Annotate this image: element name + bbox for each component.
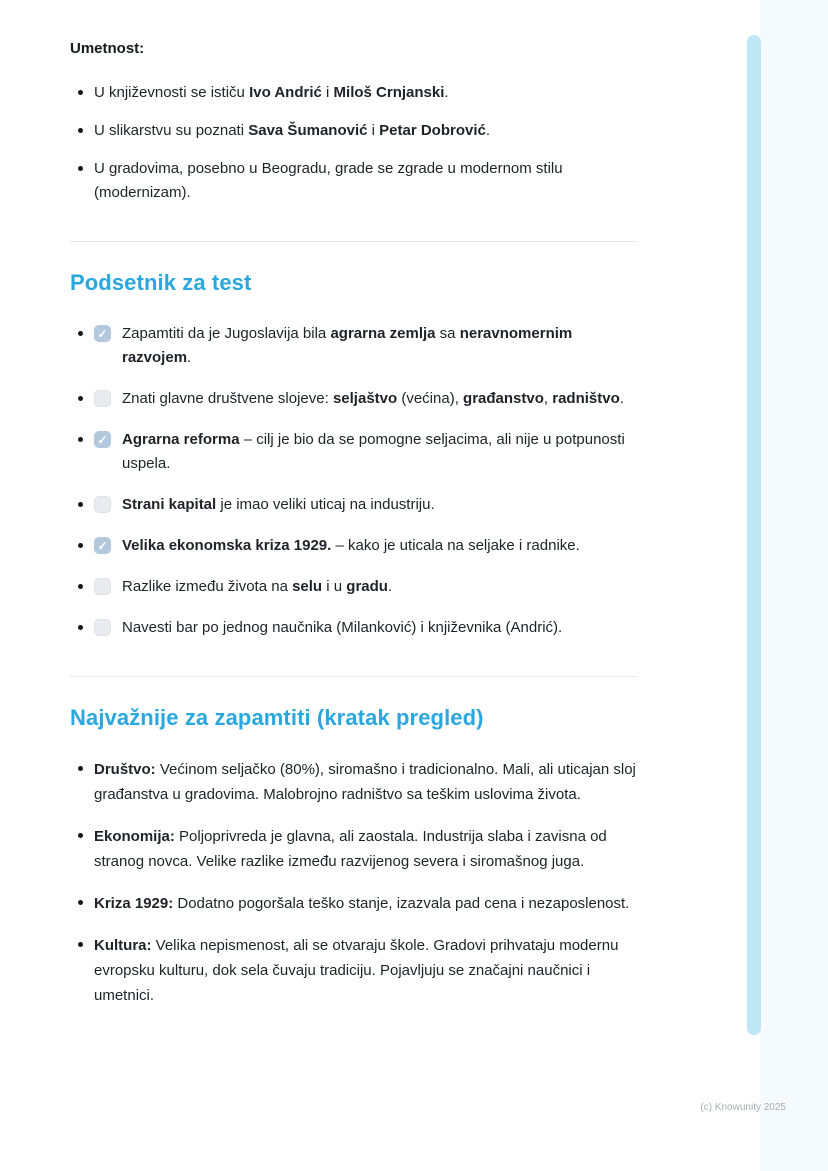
bullet-dot bbox=[78, 502, 83, 507]
list-item bbox=[70, 493, 636, 517]
bullet-dot bbox=[78, 625, 83, 630]
checkbox[interactable] bbox=[94, 578, 111, 595]
bullet-dot bbox=[78, 128, 83, 133]
bold-text-segment: Miloš Crnjanski bbox=[333, 84, 445, 101]
bullet-dot bbox=[78, 942, 83, 947]
list-item bbox=[70, 387, 636, 411]
bold-text-segment: Ivo Andrić bbox=[249, 84, 322, 101]
checkbox[interactable] bbox=[94, 537, 111, 554]
section-divider bbox=[70, 241, 636, 242]
section-title: Umetnost: bbox=[70, 40, 145, 57]
text-segment: . bbox=[187, 349, 192, 366]
bold-text-segment: Društvo: bbox=[94, 761, 156, 778]
text-segment: i bbox=[367, 122, 380, 139]
list-item bbox=[70, 933, 636, 1008]
text-segment: (većina), bbox=[397, 390, 464, 407]
text-segment: sa bbox=[435, 325, 460, 342]
text-segment: U književnosti se ističu bbox=[94, 84, 250, 101]
list-item-text bbox=[122, 390, 624, 407]
check-icon: ✓ bbox=[97, 326, 108, 341]
list-item bbox=[70, 757, 636, 807]
checkbox[interactable] bbox=[94, 431, 111, 448]
list-item-text bbox=[122, 496, 435, 513]
list-item bbox=[70, 428, 636, 476]
copyright-footer: (c) Knowunity 2025 bbox=[700, 1102, 786, 1113]
text-segment: Znati glavne društvene slojeve: bbox=[122, 390, 333, 407]
text-segment: . bbox=[619, 390, 624, 407]
document-body bbox=[70, 40, 636, 1025]
bullet-dot bbox=[78, 766, 83, 771]
bullet-dot bbox=[78, 900, 83, 905]
text-segment: i u bbox=[322, 578, 347, 595]
text-segment: . bbox=[485, 122, 491, 139]
bold-text-segment: agrarna zemlja bbox=[330, 325, 436, 342]
bullet-dot bbox=[78, 166, 83, 171]
bold-text-segment: Agrarna reforma bbox=[122, 431, 240, 448]
text-segment: Navesti bar po jednog naučnika (Milanković) i književnika (Andrić). bbox=[122, 619, 563, 636]
text-segment: , bbox=[543, 390, 553, 407]
checkbox[interactable] bbox=[94, 325, 111, 342]
list-item bbox=[70, 81, 636, 105]
list-item-text bbox=[94, 828, 607, 870]
bullet-dot bbox=[78, 396, 83, 401]
sections-container bbox=[70, 40, 636, 1008]
list-item-text bbox=[94, 761, 636, 803]
bullet-dot bbox=[78, 833, 83, 838]
text-segment: . bbox=[444, 84, 449, 101]
list-item bbox=[70, 575, 636, 599]
list-item bbox=[70, 157, 636, 205]
list-item-text bbox=[122, 431, 625, 472]
bold-text-segment: Ekonomija: bbox=[94, 828, 175, 845]
bold-text-segment: Strani kapital bbox=[122, 496, 217, 513]
text-segment: Velika nepismenost, ali se otvaraju škole. Gradovi prihvataju modernu evropsku kulturu, dok sela čuvaju tradiciju. Pojavljuju se značajni naučnici i umetnici. bbox=[94, 937, 619, 1004]
text-segment: Razlike između života na bbox=[122, 578, 293, 595]
section-divider bbox=[70, 676, 636, 677]
section-title: Podsetnik za test bbox=[70, 270, 252, 295]
list-item bbox=[70, 616, 636, 640]
text-segment: i bbox=[321, 84, 334, 101]
bold-text-segment: seljaštvo bbox=[332, 390, 398, 407]
bullet-list bbox=[70, 322, 636, 640]
text-segment: Poljoprivreda je glavna, ali zaostala. Industrija slaba i zavisna od stranog novca. Velike razlike između razvijenog severa i siromašnog juga. bbox=[94, 828, 607, 870]
bullet-dot bbox=[78, 584, 83, 589]
list-item-text bbox=[122, 619, 562, 636]
bold-text-segment: gradu bbox=[346, 578, 388, 595]
bullet-dot bbox=[78, 437, 83, 442]
list-item-text bbox=[122, 578, 392, 595]
text-segment: je imao veliki uticaj na industriju. bbox=[216, 496, 435, 513]
bold-text-segment: radništvo bbox=[552, 390, 620, 407]
text-segment: U gradovima, posebno u Beogradu, grade se zgrade u modernom stilu (modernizam). bbox=[94, 160, 563, 201]
bullet-list bbox=[70, 757, 636, 1008]
text-segment: U slikarstvu su poznati bbox=[94, 122, 249, 139]
list-item-text bbox=[122, 325, 572, 366]
text-segment: Zapamtiti da je Jugoslavija bila bbox=[122, 325, 331, 342]
section-title: Najvažnije za zapamtiti (kratak pregled) bbox=[70, 705, 484, 730]
bullet-dot bbox=[78, 90, 83, 95]
bold-text-segment: neravnomernim razvojem bbox=[122, 325, 573, 366]
text-segment: – kako je uticala na seljake i radnike. bbox=[331, 537, 580, 554]
bold-text-segment: selu bbox=[292, 578, 323, 595]
text-segment: – cilj je bio da se pomogne seljacima, ali nije u potpunosti uspela. bbox=[122, 431, 625, 472]
list-item bbox=[70, 322, 636, 370]
checkbox[interactable] bbox=[94, 496, 111, 513]
bullet-list bbox=[70, 81, 636, 205]
bold-text-segment: Kriza 1929: bbox=[94, 895, 174, 912]
list-item-text bbox=[94, 937, 618, 1004]
list-item bbox=[70, 119, 636, 143]
bullet-dot bbox=[78, 331, 83, 336]
checkbox[interactable] bbox=[94, 619, 111, 636]
list-item-text bbox=[94, 160, 563, 201]
list-item-text bbox=[122, 537, 580, 554]
bold-text-segment: Kultura: bbox=[94, 937, 152, 954]
bold-text-segment: Sava Šumanović bbox=[248, 122, 368, 139]
list-item bbox=[70, 891, 636, 916]
bold-text-segment: građanstvo bbox=[463, 390, 544, 407]
list-item-text bbox=[94, 84, 449, 101]
list-item bbox=[70, 824, 636, 874]
bold-text-segment: Velika ekonomska kriza 1929. bbox=[122, 537, 332, 554]
bold-text-segment: Petar Dobrović bbox=[379, 122, 486, 139]
bullet-dot bbox=[78, 543, 83, 548]
checkbox[interactable] bbox=[94, 390, 111, 407]
right-edge-panel bbox=[760, 0, 828, 1171]
check-icon: ✓ bbox=[97, 432, 108, 447]
list-item bbox=[70, 534, 636, 558]
text-segment: . bbox=[387, 578, 393, 595]
text-segment: Dodatno pogoršala teško stanje, izazvala pad cena i nezaposlenost. bbox=[173, 895, 630, 912]
text-segment: Većinom seljačko (80%), siromašno i tradicionalno. Mali, ali uticajan sloj građanstva u gradovima. Malobrojno radništvo sa teškim uslovima života. bbox=[94, 761, 636, 803]
vertical-accent-bar bbox=[747, 35, 761, 1035]
check-icon: ✓ bbox=[97, 538, 108, 553]
list-item-text bbox=[94, 122, 490, 139]
list-item-text bbox=[94, 895, 629, 912]
